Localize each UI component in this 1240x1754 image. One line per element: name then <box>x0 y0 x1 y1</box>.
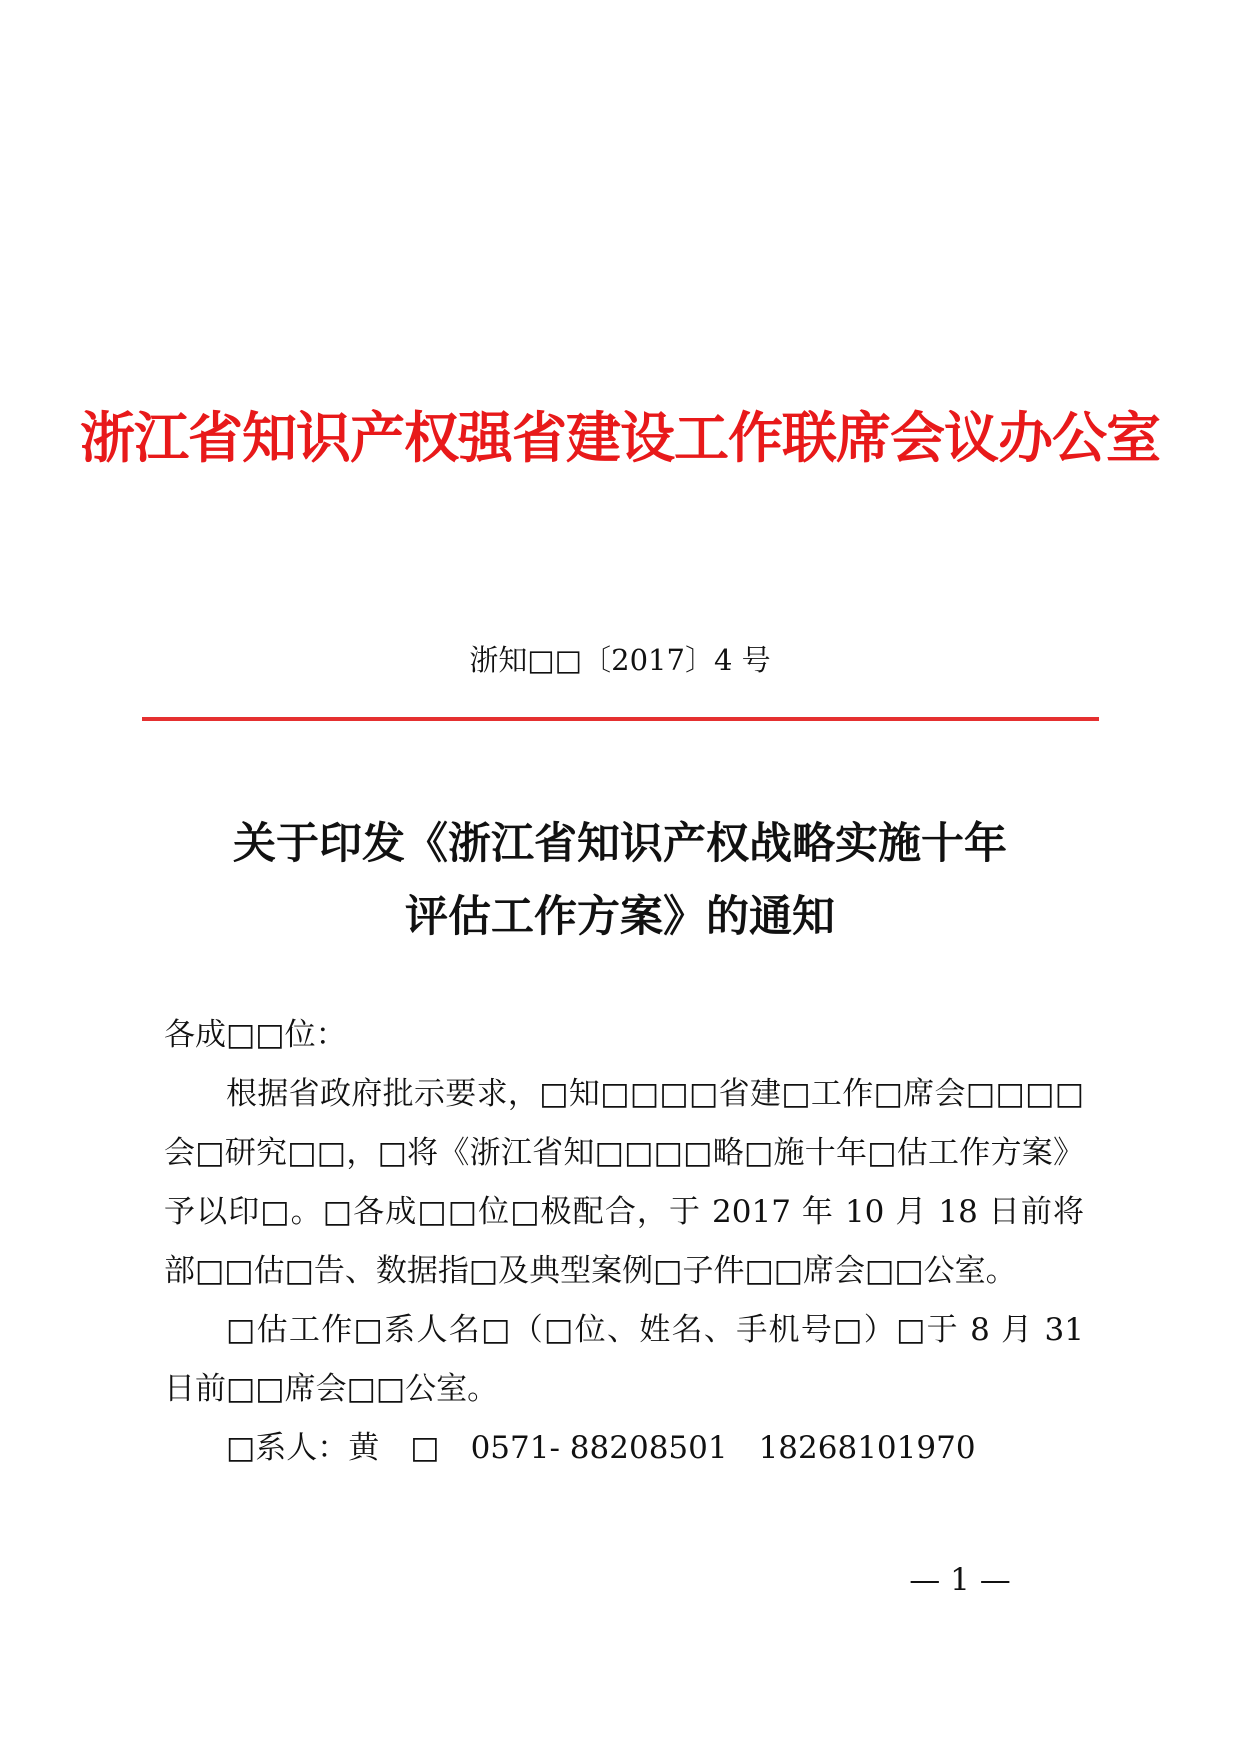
notice-body <box>164 1006 1084 1478</box>
page-number: — 1 — <box>909 1562 1011 1598</box>
salutation: 各成□□位： <box>164 1017 347 1053</box>
contact-line: □系人：黄 □ 0571- 88208501 18268101970 <box>226 1430 976 1466</box>
body-paragraph-2: □估工作□系人名□（□位、姓名、手机号□）□于 8 月 31 日前□□席会□□公室。 <box>164 1312 1084 1407</box>
issuer-header: 浙江省知识产权强省建设工作联席会议办公室 <box>79 405 1160 470</box>
red-divider-line <box>142 717 1099 721</box>
notice-title <box>0 808 1240 954</box>
body-paragraph-1: 根据省政府批示要求，□知□□□□省建□工作□席会□□□□会□研究□□，□将《浙江省知□□□□略□施十年□估工作方案》予以印□。□各成□□位□极配合，于 2017 年 10 月 18 日前将部□□估□告、数据指□及典型案例□子件□□席会□□公室。 <box>164 1076 1084 1289</box>
notice-title-line-1: 关于印发《浙江省知识产权战略实施十年 <box>233 819 1007 869</box>
document-number: 浙知□□〔2017〕4 号 <box>469 643 771 677</box>
notice-title-line-2: 评估工作方案》的通知 <box>405 892 835 942</box>
